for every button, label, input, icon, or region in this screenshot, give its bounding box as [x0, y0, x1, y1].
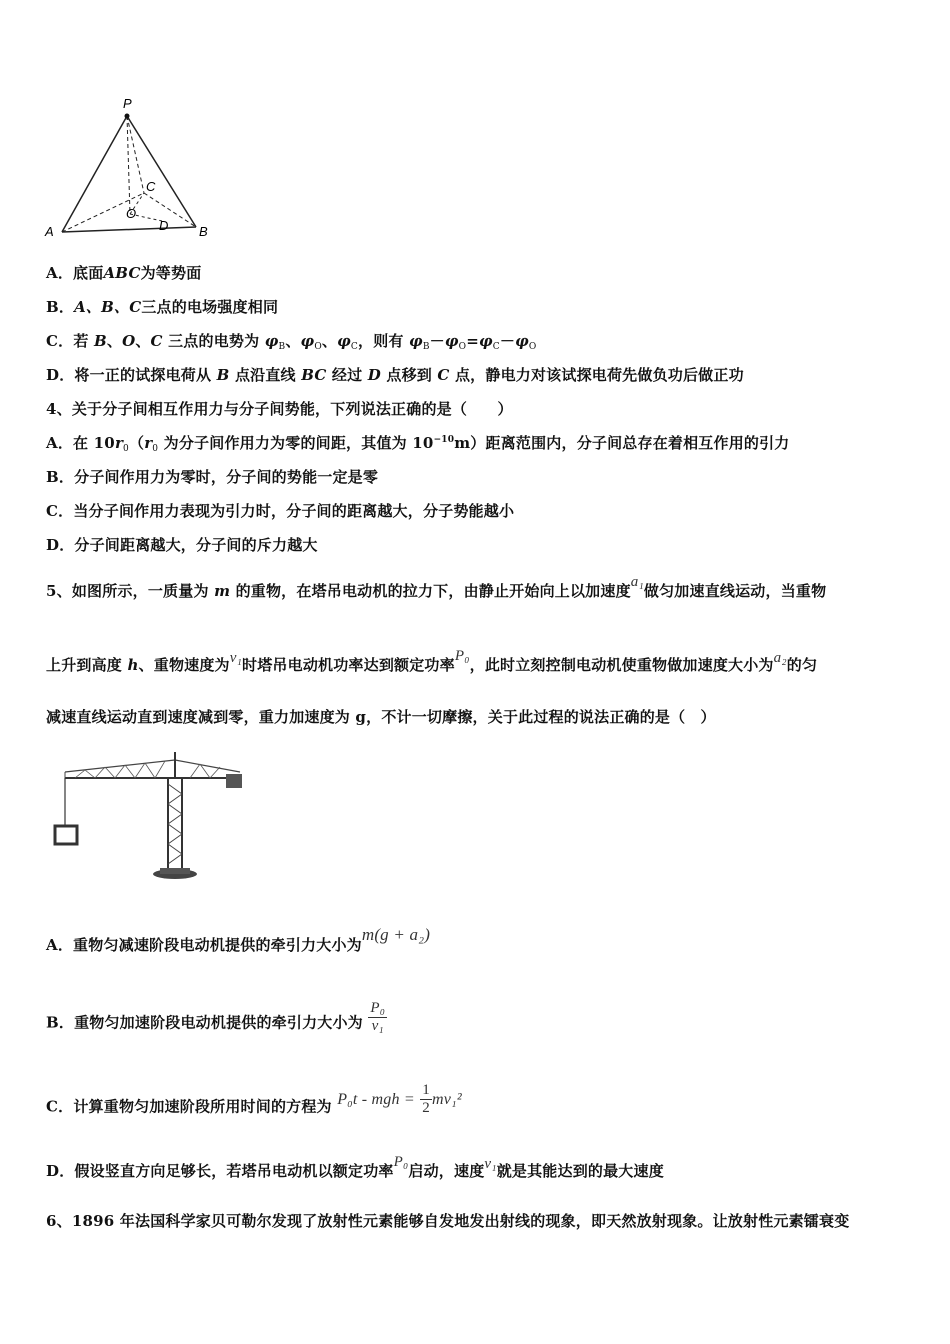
q3-option-a — [46, 262, 201, 283]
q5-line-3: 减速直线运动直到速度减到零，重力加速度为 g，不计一切摩擦，关于此过程的说法正确的是（ ） — [46, 708, 716, 726]
symbol-v1: v₁ — [229, 650, 243, 666]
q5-d-text-c: 就是其能达到的最大速度 — [496, 1162, 664, 1180]
q5-l1b: 的重物，在塔吊电动机的拉力下，由静止开始向上以加速度 — [230, 582, 631, 600]
q5-line-2 — [46, 648, 818, 675]
q5-l2a: 上升到高度 — [46, 656, 128, 674]
q5-c-math-left: P₀t - mgh = — [337, 1090, 415, 1108]
q3-option-b — [46, 296, 278, 317]
label-A: A — [45, 224, 54, 239]
symbol-p0: P₀ — [454, 648, 470, 664]
q5-option-b — [46, 1000, 387, 1041]
q5-c-text: C．计算重物匀加速阶段所用时间的方程为 — [46, 1097, 332, 1116]
label-P: P — [123, 96, 132, 111]
q5-option-d — [46, 1154, 664, 1181]
pyramid-figure — [40, 96, 220, 242]
q5-c-math-right: mv₁² — [432, 1090, 462, 1108]
q4-option-a: A．在 $10r_0(r_0$ 为分子间作用力为零的间距，其值为 $10^{-10}m$）距离范围内，分子间总存在着相互作用的引力 — [46, 434, 790, 454]
q5-l1c: 做匀加速直线运动，当重物 — [643, 582, 827, 600]
label-C: C — [146, 179, 156, 194]
pyramid-diagram — [40, 96, 220, 242]
q5-d-text-a: D．假设竖直方向足够长，若塔吊电动机以额定功率 — [46, 1162, 394, 1180]
q5-l2e: 的匀 — [786, 656, 818, 674]
q6-stem: 6、1896 年法国科学家贝可勒尔发现了放射性元素能够自发地发出射线的现象，即天然放射现象。让放射性元素镭衰变 — [46, 1212, 850, 1230]
label-B: B — [199, 224, 208, 239]
q3-option-c: C．若 B、O、C 三点的电势为 $\varphi_B$、$\varphi_O$、$\varphi_C$，则有 $\varphi_B-\varphi_O=\varphi_C-\varphi_O$ — [46, 332, 537, 352]
label-O: O — [126, 206, 137, 221]
q5-l2d: ，此时立刻控制电动机使重物做加速度大小为 — [469, 656, 774, 674]
q5-b-den: v₁ — [371, 1018, 384, 1034]
q5-option-c — [46, 1082, 462, 1125]
q3-a-pre: A．底面 — [46, 264, 104, 282]
label-D: D — [159, 218, 169, 233]
q5-line-1 — [46, 574, 827, 601]
q3-b-post: 三点的电场强度相同 — [141, 298, 279, 316]
q3-b-pre: B． — [46, 298, 75, 316]
symbol-a1: a₁ — [630, 574, 644, 590]
symbol-v1-d: v₁ — [484, 1156, 497, 1172]
q5-c-half-den: 2 — [422, 1100, 430, 1116]
q4-option-d: D．分子间距离越大，分子间的斥力越大 — [46, 536, 318, 554]
q5-c-half-num: 1 — [422, 1082, 430, 1098]
q5-b-fraction — [368, 1000, 387, 1035]
q5-b-num: P₀ — [370, 1000, 386, 1016]
q5-h: h — [127, 656, 139, 674]
q4-option-c: C．当分子间作用力表现为引力时，分子间的距离越大，分子势能越小 — [46, 502, 515, 520]
tower-crane-figure — [50, 750, 250, 885]
q3-b-vars: A、B、C — [74, 298, 142, 316]
q5-c-half — [420, 1082, 432, 1117]
q3-a-post: 为等势面 — [140, 264, 202, 282]
symbol-p0-d: P₀ — [393, 1154, 409, 1170]
q5-b-text: B．重物匀加速阶段电动机提供的牵引力大小为 — [46, 1013, 363, 1032]
symbol-a2: a₂ — [773, 650, 787, 666]
q4-stem: 4、关于分子间相互作用力与分子间势能，下列说法正确的是（ ） — [46, 400, 513, 418]
q4-option-b: B．分子间作用力为零时，分子间的势能一定是零 — [46, 468, 379, 486]
q5-d-text-b: 启动，速度 — [408, 1162, 485, 1180]
q5-a-text: A．重物匀减速阶段电动机提供的牵引力大小为 — [46, 936, 362, 954]
tower-crane-image — [50, 750, 250, 885]
q5-l1a: 5、如图所示，一质量为 — [46, 582, 215, 600]
q5-l2c: 时塔吊电动机功率达到额定功率 — [242, 656, 455, 674]
q3-option-d: D．将一正的试探电荷从 B 点沿直线 BC 经过 D 点移到 C 点，静电力对该试探电荷先做负功后做正功 — [46, 366, 744, 384]
q5-option-a — [46, 925, 431, 955]
q5-a-math: m(g + a₂) — [361, 925, 431, 944]
q5-l2b: 、重物速度为 — [138, 656, 230, 674]
q3-a-var: ABC — [103, 264, 141, 282]
q5-m: m — [214, 582, 231, 600]
